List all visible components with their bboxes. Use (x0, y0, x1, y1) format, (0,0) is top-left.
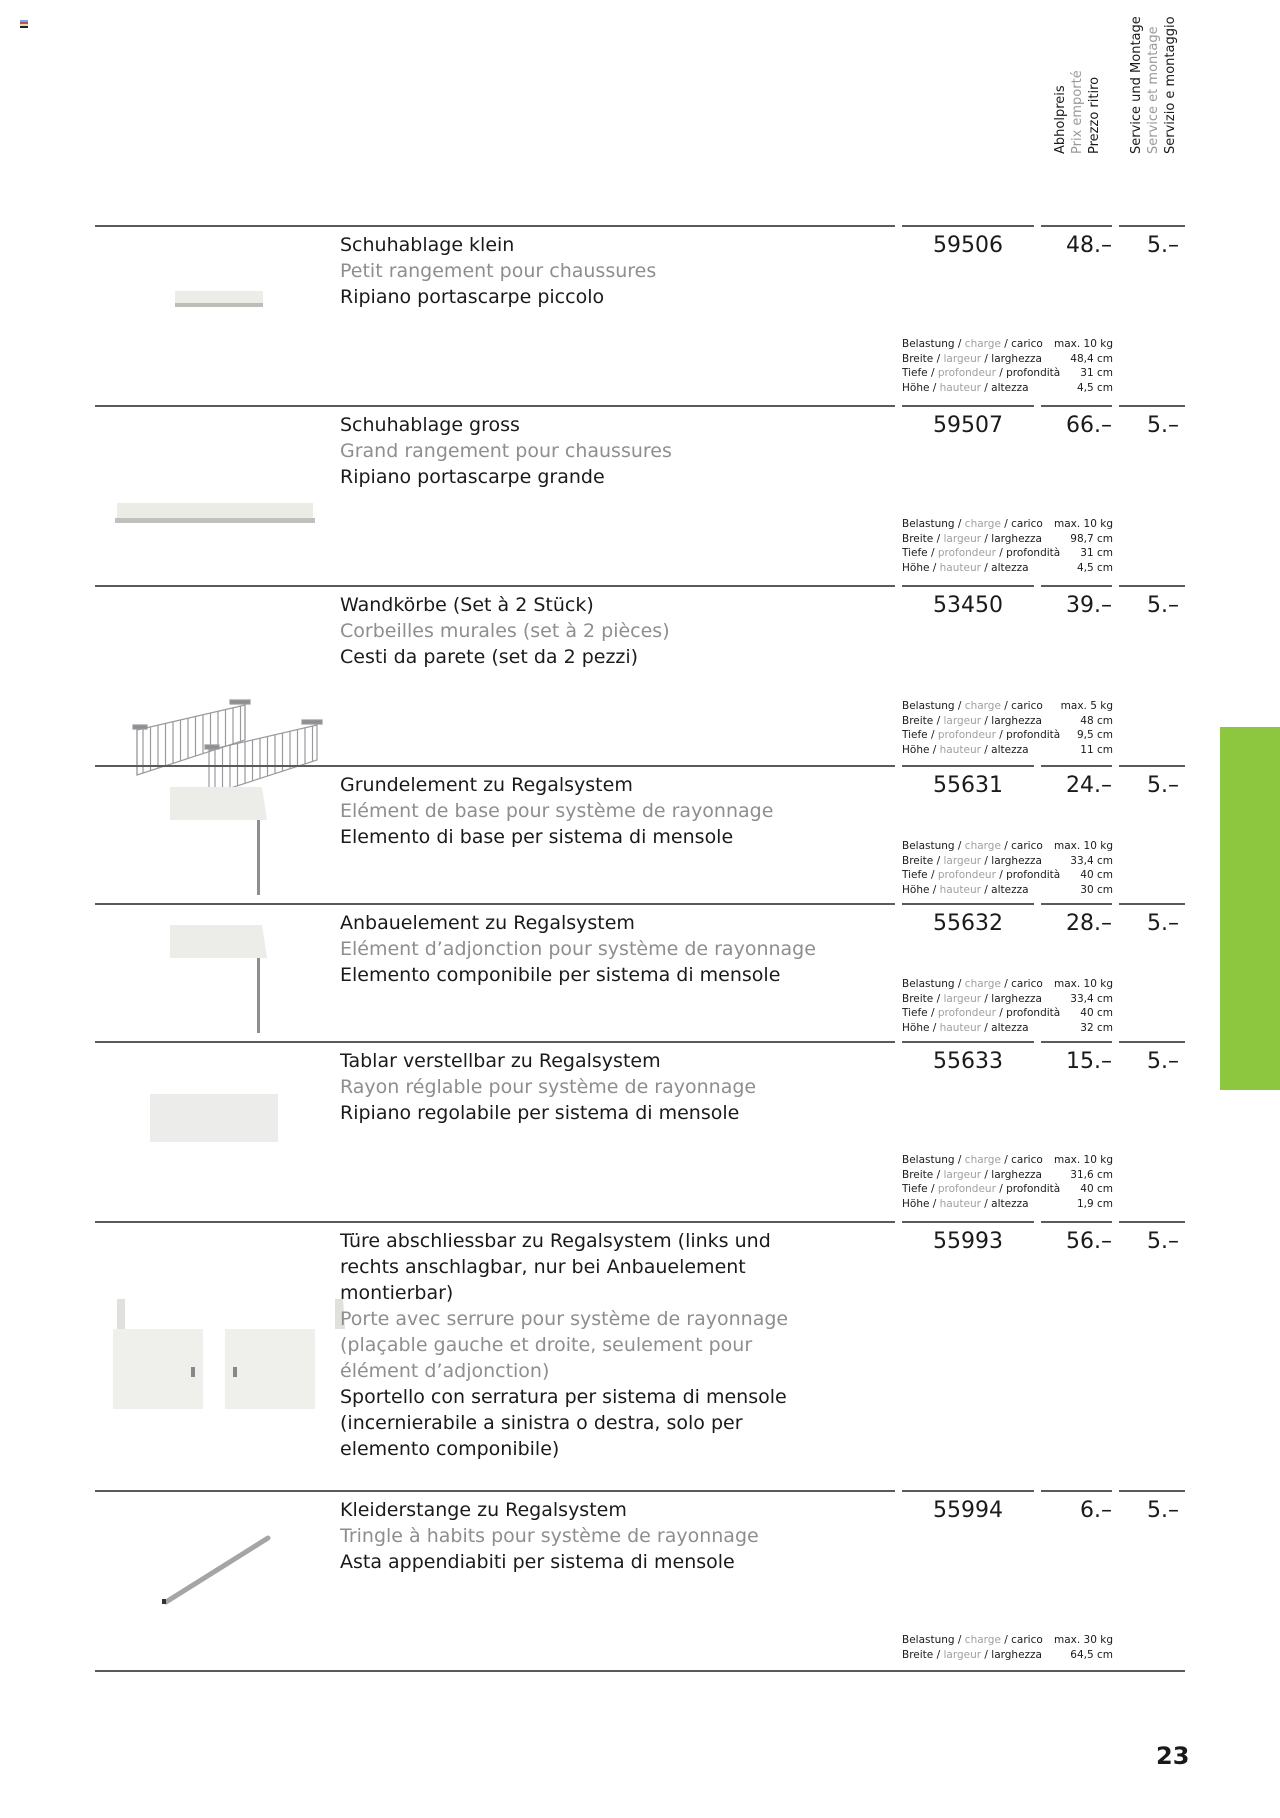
product-name-de: Tablar verstellbar zu Regalsystem (340, 1050, 661, 1072)
product-name-it: Ripiano portascarpe piccolo (340, 286, 605, 308)
product-name-it: Cesti da parete (set da 2 pezzi) (340, 646, 639, 668)
spec-value: max. 30 kg (1054, 1634, 1113, 1646)
spec-label: Tiefe / profondeur / profondità (902, 367, 1061, 380)
spec-value: max. 5 kg (1060, 700, 1113, 712)
product-name-de: Grundelement zu Regalsystem (340, 774, 633, 796)
product-names (340, 592, 840, 670)
product-name-it: Elemento componibile per sistema di mensole (340, 964, 781, 986)
divider (902, 1490, 1034, 1492)
spec-table (902, 1153, 1113, 1212)
spec-value: max. 10 kg (1054, 1154, 1113, 1166)
divider (95, 1221, 895, 1223)
product-name-it: Asta appendiabiti per sistema di mensole (340, 1551, 735, 1573)
divider (1119, 1490, 1185, 1492)
pickup-price: 24.– (1066, 773, 1112, 798)
spec-row-load (902, 977, 1113, 992)
spec-row-depth (902, 1182, 1113, 1197)
spec-row-height (902, 743, 1113, 758)
product-name-fr: Tringle à habits pour système de rayonnage (340, 1525, 759, 1547)
divider (95, 405, 895, 407)
header-it: Prezzo ritiro (1087, 76, 1102, 154)
product-image-extension-element (150, 913, 350, 1037)
pickup-price: 28.– (1066, 911, 1112, 936)
language-flag-icon (20, 20, 28, 28)
spec-label: Breite / largeur / larghezza (902, 1648, 1042, 1661)
divider (1119, 405, 1185, 407)
article-number: 59506 (933, 233, 1003, 258)
spec-row-width (902, 1648, 1113, 1663)
divider (1041, 585, 1112, 587)
service-price: 5.– (1147, 233, 1179, 258)
column-header-service (1128, 14, 1179, 154)
pickup-price: 15.– (1066, 1049, 1112, 1074)
spec-label: Tiefe / profondeur / profondità (902, 1007, 1061, 1020)
product-name-fr: Petit rangement pour chaussures (340, 260, 657, 282)
product-image-large-shelf (95, 480, 355, 544)
spec-row-load (902, 1633, 1113, 1648)
spec-label: Belastung / charge / carico (902, 338, 1043, 350)
spec-label: Belastung / charge / carico (902, 840, 1043, 852)
spec-table (902, 839, 1113, 898)
spec-label: Belastung / charge / carico (902, 1634, 1043, 1646)
divider (1041, 1041, 1112, 1043)
product-names (340, 232, 840, 310)
service-price: 5.– (1147, 1049, 1179, 1074)
product-name-de: Schuhablage gross (340, 414, 520, 436)
divider (1119, 1041, 1185, 1043)
spec-label: Tiefe / profondeur / profondità (902, 729, 1061, 742)
spec-row-width (902, 532, 1113, 547)
spec-label: Breite / largeur / larghezza (902, 532, 1042, 545)
spec-value: max. 10 kg (1054, 338, 1113, 350)
pickup-price: 48.– (1066, 233, 1112, 258)
spec-row-load (902, 699, 1113, 714)
divider (1119, 765, 1185, 767)
product-name-it: Elemento di base per sistema di mensole (340, 826, 734, 848)
product-names (340, 1497, 840, 1575)
spec-label: Breite / largeur / larghezza (902, 854, 1042, 867)
spec-value: 31 cm (1080, 367, 1113, 380)
divider (95, 1041, 895, 1043)
article-number: 55994 (933, 1498, 1003, 1523)
divider (902, 225, 1034, 227)
divider (95, 585, 895, 587)
service-price: 5.– (1147, 1498, 1179, 1523)
spec-label: Höhe / hauteur / altezza (902, 382, 1029, 395)
service-price: 5.– (1147, 413, 1179, 438)
article-number: 53450 (933, 593, 1003, 618)
spec-row-width (902, 992, 1113, 1007)
product-name-de: Anbauelement zu Regalsystem (340, 912, 635, 934)
product-name-fr: Corbeilles murales (set à 2 pièces) (340, 620, 670, 642)
spec-value: 40 cm (1080, 1183, 1113, 1196)
spec-value: 9,5 cm (1076, 729, 1113, 742)
spec-label: Höhe / hauteur / altezza (902, 562, 1029, 575)
product-name-it: Ripiano portascarpe grande (340, 466, 605, 488)
spec-row-height (902, 883, 1113, 898)
divider (1119, 903, 1185, 905)
article-number: 55633 (933, 1049, 1003, 1074)
spec-label: Höhe / hauteur / altezza (902, 1198, 1029, 1211)
article-number: 55631 (933, 773, 1003, 798)
column-header-abholpreis (1052, 14, 1103, 154)
service-price: 5.– (1147, 593, 1179, 618)
spec-value: 64,5 cm (1070, 1648, 1113, 1661)
spec-row-height (902, 1197, 1113, 1212)
product-name-de: Kleiderstange zu Regalsystem (340, 1499, 627, 1521)
pickup-price: 56.– (1066, 1229, 1112, 1254)
divider (1119, 225, 1185, 227)
spec-row-depth (902, 366, 1113, 381)
spec-label: Tiefe / profondeur / profondità (902, 547, 1061, 560)
product-image-adjustable-shelf (130, 1076, 330, 1150)
product-names (340, 910, 840, 988)
spec-row-width (902, 352, 1113, 367)
spec-row-load (902, 839, 1113, 854)
spec-row-load (902, 517, 1113, 532)
spec-row-width (902, 854, 1113, 869)
spec-value: 40 cm (1080, 1007, 1113, 1020)
spec-label: Höhe / hauteur / altezza (902, 744, 1029, 757)
spec-label: Belastung / charge / carico (902, 700, 1043, 712)
pickup-price: 39.– (1066, 593, 1112, 618)
spec-value: 33,4 cm (1070, 992, 1113, 1005)
spec-table (902, 517, 1113, 576)
product-image-clothes-rail (140, 1520, 340, 1624)
product-name-fr: Porte avec serrure pour système de rayonnage (plaçable gauche et droite, seulement pour élément d’adjonction) (340, 1308, 789, 1382)
spec-row-load (902, 337, 1113, 352)
header-de: Abholpreis (1053, 85, 1068, 154)
divider (1119, 1221, 1185, 1223)
pickup-price: 6.– (1080, 1498, 1112, 1523)
header-fr: Prix emporté (1070, 70, 1085, 154)
divider (95, 903, 895, 905)
pickup-price: 66.– (1066, 413, 1112, 438)
article-number: 55632 (933, 911, 1003, 936)
product-names (340, 412, 840, 490)
divider (1119, 585, 1185, 587)
product-name-it: Ripiano regolabile per sistema di mensole (340, 1102, 740, 1124)
divider (1041, 405, 1112, 407)
divider (902, 585, 1034, 587)
article-number: 55993 (933, 1229, 1003, 1254)
spec-value: 48 cm (1080, 714, 1113, 727)
spec-label: Belastung / charge / carico (902, 978, 1043, 990)
service-price: 5.– (1147, 1229, 1179, 1254)
spec-row-depth (902, 1006, 1113, 1021)
spec-label: Breite / largeur / larghezza (902, 1168, 1042, 1181)
spec-table (902, 1633, 1113, 1662)
spec-value: 48,4 cm (1070, 352, 1113, 365)
divider (1041, 765, 1112, 767)
spec-value: 11 cm (1080, 744, 1113, 757)
spec-value: max. 10 kg (1054, 518, 1113, 530)
page-number: 23 (1156, 1742, 1190, 1770)
divider (902, 1041, 1034, 1043)
spec-label: Belastung / charge / carico (902, 1154, 1043, 1166)
article-number: 59507 (933, 413, 1003, 438)
spec-row-width (902, 714, 1113, 729)
spec-row-height (902, 381, 1113, 396)
divider (95, 1670, 1185, 1672)
spec-value: 40 cm (1080, 869, 1113, 882)
spec-label: Breite / largeur / larghezza (902, 714, 1042, 727)
spec-table (902, 977, 1113, 1036)
spec-row-load (902, 1153, 1113, 1168)
product-name-it: Sportello con serratura per sistema di mensole (incernierabile a sinistra o destra, solo per elemento componibile) (340, 1386, 787, 1460)
divider (1041, 1490, 1112, 1492)
spec-value: 32 cm (1080, 1022, 1113, 1035)
divider (902, 1221, 1034, 1223)
divider (902, 903, 1034, 905)
spec-value: 31 cm (1080, 547, 1113, 560)
header-fr: Service et montage (1146, 26, 1161, 154)
divider (95, 225, 895, 227)
product-image-small-shelf (90, 275, 270, 339)
spec-row-depth (902, 868, 1113, 883)
spec-value: 4,5 cm (1076, 562, 1113, 575)
spec-value: 98,7 cm (1070, 532, 1113, 545)
product-names (340, 1228, 810, 1462)
spec-value: max. 10 kg (1054, 840, 1113, 852)
divider (95, 1490, 895, 1492)
spec-label: Tiefe / profondeur / profondità (902, 1183, 1061, 1196)
product-name-fr: Elément d’adjonction pour système de rayonnage (340, 938, 816, 960)
spec-row-depth (902, 546, 1113, 561)
product-image-lockable-doors (95, 1281, 355, 1425)
divider (902, 405, 1034, 407)
product-names (340, 1048, 840, 1126)
spec-table (902, 699, 1113, 758)
spec-label: Tiefe / profondeur / profondità (902, 869, 1061, 882)
spec-label: Breite / largeur / larghezza (902, 352, 1042, 365)
spec-table (902, 337, 1113, 396)
spec-value: 1,9 cm (1076, 1198, 1113, 1211)
spec-row-height (902, 561, 1113, 576)
divider (95, 765, 895, 767)
divider (1041, 903, 1112, 905)
spec-row-height (902, 1021, 1113, 1036)
product-names (340, 772, 840, 850)
service-price: 5.– (1147, 911, 1179, 936)
header-it: Servizio e montaggio (1163, 16, 1178, 154)
header-de: Service und Montage (1129, 16, 1144, 154)
service-price: 5.– (1147, 773, 1179, 798)
spec-value: 31,6 cm (1070, 1168, 1113, 1181)
product-name-de: Wandkörbe (Set à 2 Stück) (340, 594, 594, 616)
product-name-fr: Elément de base pour système de rayonnage (340, 800, 774, 822)
spec-label: Höhe / hauteur / altezza (902, 884, 1029, 897)
spec-row-depth (902, 728, 1113, 743)
product-name-fr: Rayon réglable pour système de rayonnage (340, 1076, 757, 1098)
spec-value: 4,5 cm (1076, 382, 1113, 395)
divider (1041, 225, 1112, 227)
section-tab (1220, 727, 1280, 1090)
spec-label: Höhe / hauteur / altezza (902, 1022, 1029, 1035)
spec-label: Breite / largeur / larghezza (902, 992, 1042, 1005)
product-name-de: Türe abschliessbar zu Regalsystem (links und rechts anschlagbar, nur bei Anbauelement montierbar) (340, 1230, 771, 1304)
product-name-fr: Grand rangement pour chaussures (340, 440, 672, 462)
spec-value: 30 cm (1080, 884, 1113, 897)
divider (902, 765, 1034, 767)
spec-label: Belastung / charge / carico (902, 518, 1043, 530)
product-name-de: Schuhablage klein (340, 234, 515, 256)
spec-value: 33,4 cm (1070, 854, 1113, 867)
spec-row-width (902, 1168, 1113, 1183)
spec-value: max. 10 kg (1054, 978, 1113, 990)
product-image-base-element (150, 775, 350, 899)
divider (1041, 1221, 1112, 1223)
